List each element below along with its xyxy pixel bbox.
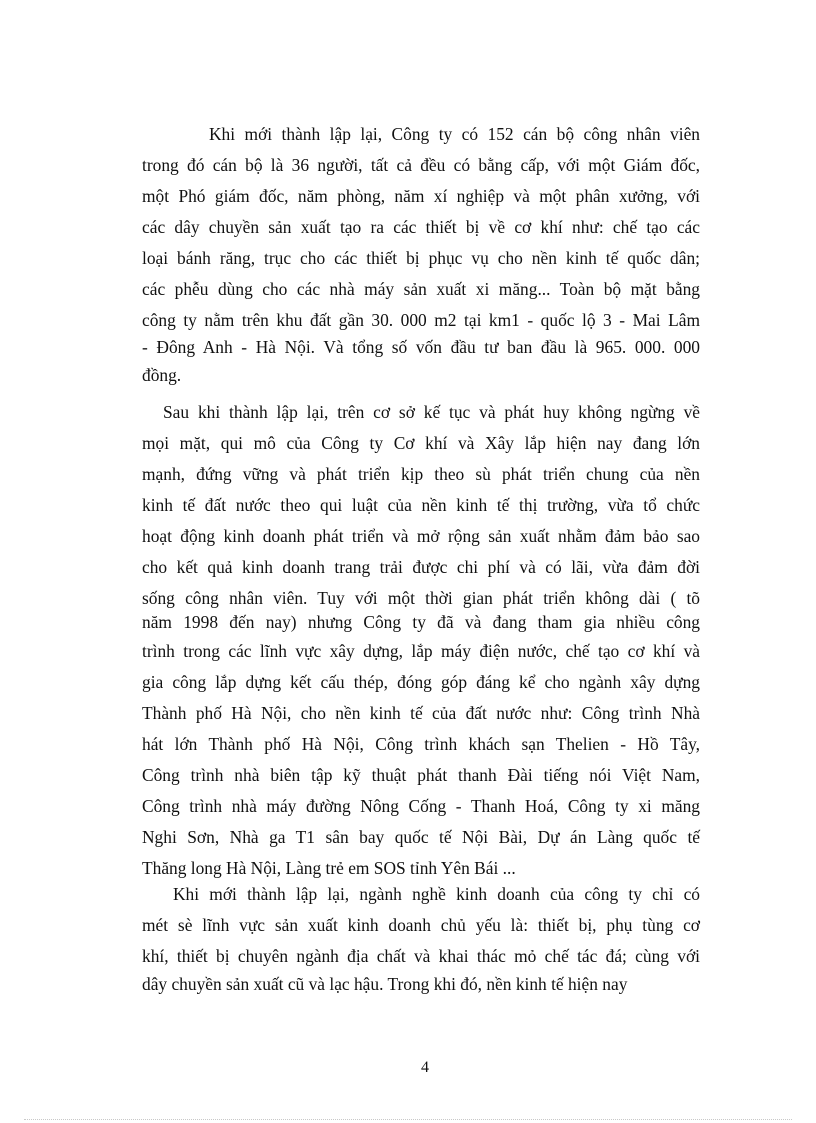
- text-line: năm 1998 đến nay) nhưng Công ty đã và đang tham gia nhiều công: [142, 612, 700, 632]
- text-line: cho kết quả kinh doanh trang trải được chi phí và có lãi, vừa đảm đời: [142, 557, 700, 577]
- text-line: Công trình nhà biên tập kỹ thuật phát thanh Đài tiếng nói Việt Nam,: [142, 765, 700, 785]
- page-number: 4: [421, 1059, 429, 1076]
- text-line: mọi mặt, qui mô của Công ty Cơ khí và Xây lắp hiện nay đang lớn: [142, 433, 700, 453]
- text-line: kinh tế đất nước theo qui luật của nền kinh tế thị trường, vừa tổ chức: [142, 495, 700, 515]
- text-line: hoạt động kinh doanh phát triển và mở rộng sản xuất nhằm đảm bảo sao: [142, 526, 700, 546]
- text-line: các phễu dùng cho các nhà máy sản xuất xi măng... Toàn bộ mặt bằng: [142, 279, 700, 299]
- text-line: loại bánh răng, trục cho các thiết bị phục vụ cho nền kinh tế quốc dân;: [142, 248, 700, 268]
- text-line: - Đông Anh - Hà Nội. Và tổng số vốn đầu tư ban đầu là 965. 000. 000: [142, 337, 700, 357]
- text-line: trong đó cán bộ là 36 người, tất cả đều có bằng cấp, với một Giám đốc,: [142, 155, 700, 175]
- text-line: khí, thiết bị chuyên ngành địa chất và khai thác mỏ chế tác đá; cùng với: [142, 946, 700, 966]
- text-line: Thăng long Hà Nội, Làng trẻ em SOS tỉnh Yên Bái ...: [142, 858, 516, 878]
- text-line: gia công lắp dựng kết cấu thép, đóng góp đáng kể cho ngành xây dựng: [142, 672, 700, 692]
- text-line: một Phó giám đốc, năm phòng, năm xí nghiệp và một phân xưởng, với: [142, 186, 700, 206]
- page-bottom-divider: [24, 1119, 792, 1120]
- text-line: Khi mới thành lập lại, ngành nghề kinh doanh của công ty chỉ có: [173, 884, 700, 904]
- text-line: mạnh, đứng vững và phát triển kịp theo sù phát triển chung của nền: [142, 464, 700, 484]
- text-line: trình trong các lĩnh vực xây dựng, lắp máy điện nước, chế tạo cơ khí và: [142, 641, 700, 661]
- text-line: mét sè lĩnh vực sản xuất kinh doanh chủ yếu là: thiết bị, phụ tùng cơ: [142, 915, 700, 935]
- text-line: Sau khi thành lập lại, trên cơ sở kế tục và phát huy không ngừng về: [163, 402, 700, 422]
- text-line: các dây chuyền sản xuất tạo ra các thiết bị về cơ khí như: chế tạo các: [142, 217, 700, 237]
- text-line: Khi mới thành lập lại, Công ty có 152 cán bộ công nhân viên: [209, 124, 700, 144]
- text-line: Thành phố Hà Nội, cho nền kinh tế của đất nước như: Công trình Nhà: [142, 703, 700, 723]
- text-line: Công trình nhà máy đường Nông Cống - Thanh Hoá, Công ty xi măng: [142, 796, 700, 816]
- text-line: Nghi Sơn, Nhà ga T1 sân bay quốc tế Nội Bài, Dự án Làng quốc tế: [142, 827, 700, 847]
- text-line: công ty nằm trên khu đất gần 30. 000 m2 tại km1 - quốc lộ 3 - Mai Lâm: [142, 310, 700, 330]
- text-line: dây chuyền sản xuất cũ và lạc hậu. Trong khi đó, nền kinh tế hiện nay: [142, 974, 628, 994]
- text-line: hát lớn Thành phố Hà Nội, Công trình khách sạn Thelien - Hồ Tây,: [142, 734, 700, 754]
- text-line: đồng.: [142, 365, 182, 385]
- text-line: sống công nhân viên. Tuy với một thời gian phát triển không dài ( tõ: [142, 588, 700, 608]
